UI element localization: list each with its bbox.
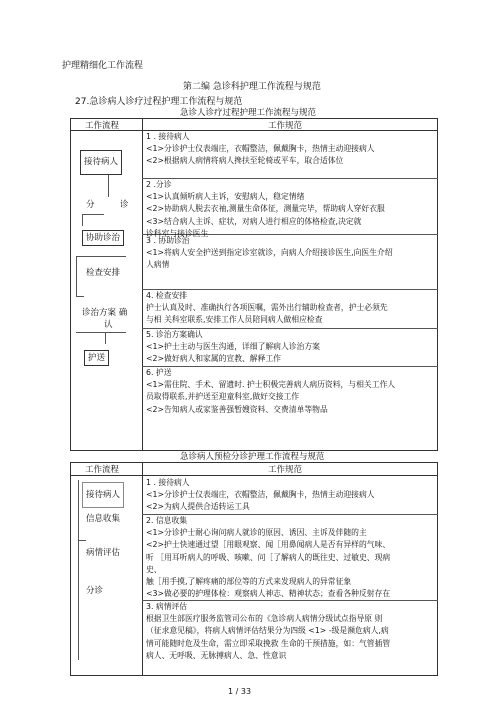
row-line: <2>根据病人病情将病人搀扶至轮椅或平车，取合适体位 — [146, 156, 344, 166]
row-line: 1 . 接待病人 — [146, 132, 190, 141]
flow-label-assess: 病情评估 — [86, 548, 121, 558]
row-line: 诊科室与接诊医生 — [146, 228, 209, 238]
flow-connector — [76, 256, 126, 257]
flow-box-reception-2: 接待病人 — [82, 482, 124, 508]
row-line: <2>护士快速通过望［用眼观察、闻［用鼻闻病人是否有异样的气味、 — [146, 540, 391, 550]
flow-connector — [82, 214, 104, 215]
row-line: 情可能随时危及生命，需立即采取挽救 生命的干预措施，如：气管插管 — [146, 638, 391, 648]
row-line: 人病情 — [146, 260, 170, 270]
row-line: <1>分诊护士仪表端庄，衣帽整洁，佩戴胸卡，热情主动迎接病人 — [146, 490, 375, 500]
flow-connector — [78, 540, 86, 541]
flow-connector — [76, 332, 126, 333]
table1-column-divider — [142, 118, 143, 451]
row-line: 根据卫生部医疗服务监管司公布的《急诊病人病情分级试点指导原 则 — [146, 614, 383, 624]
row-line: <2>为病人提供合适转运工具 — [146, 502, 250, 512]
flow-label-triage-b: 诊 — [120, 200, 129, 210]
flow-connector — [105, 332, 106, 344]
flow-label-plan-a: 诊治方案 确 — [82, 308, 128, 318]
row-line: 员取得联系,并护送至迎童科室,做好交接工作 — [146, 392, 300, 402]
table2-column-divider — [142, 462, 143, 676]
flow-connector — [108, 175, 109, 197]
row-line: 6. 护送 — [146, 368, 172, 377]
row-line: （征求意见稿》，将病人病情评估结果分为四级 <1> -级是濒危病人,病 — [146, 626, 389, 636]
row-line: <1>分诊护士耐心询问病人就诊的原因、诱因、主诉及伴随的主 — [146, 528, 367, 538]
table2-spec-header: 工作规范 — [268, 465, 303, 475]
row-line: 与相 关科室联系,安排工作人员陪同病人做相应检查 — [146, 315, 323, 325]
row-line: <2>协助病人脱去衣袖,测量生命体征，测量完毕，帮助病人穿好衣服 — [146, 204, 385, 214]
flow-label-info: 信息收集 — [86, 514, 121, 524]
table1-row-plan — [146, 329, 320, 366]
row-line: <3>结合病人主诉、症状，对病人进行相应的体格检查,决定就 — [146, 216, 362, 226]
row-line: 触［用手摸,了解疼痛的部位等的方式来发现病人的异常征象 — [146, 577, 352, 587]
table2-flow-header: 工作流程 — [85, 465, 120, 475]
row-line: <1>护士主动与医生沟通，详细了解病人诊治方案 — [146, 342, 320, 352]
row-line: 3 . 协助诊治 — [146, 236, 190, 245]
flow-box-reception: 接待病人 — [80, 150, 122, 175]
table2-row-info — [146, 515, 390, 600]
section-title: 27.急诊病人诊疗过程护理工作流程与规范 — [75, 97, 243, 107]
flow-label-triage: 分诊 — [86, 586, 104, 596]
table1-flow-header: 工作流程 — [85, 121, 120, 131]
flow-connector — [82, 214, 83, 226]
flow-connector — [78, 480, 79, 660]
flow-label-plan-b: 认 — [104, 320, 113, 330]
flow-connector — [76, 296, 84, 297]
flow-connector — [76, 256, 77, 296]
flow-label-triage-a: 分 — [86, 200, 95, 210]
table1-spec-header: 工作规范 — [268, 121, 303, 131]
row-line: 史、 — [146, 564, 162, 574]
row-line: <1>需住院、手术、留遗时. 护士积极完善病人病历资料，与相关工作人 — [146, 380, 396, 390]
table2-row-reception — [146, 477, 375, 514]
row-line: 2. 信息收集 — [146, 516, 188, 525]
row-line: <1>分诊护士仪表端庄，衣帽整洁，佩戴胸卡，热情主动迎接病人 — [146, 144, 375, 154]
row-line: <1>将病人安全护送到指定诊室就诊，向病人介绍接诊医生,向医生介绍 — [146, 248, 393, 258]
row-line: 2 .分诊 — [146, 180, 172, 189]
table1-row-escort — [146, 367, 395, 416]
row-line: 病人、无呼吸、无脉搏病人、急、性意识 — [146, 650, 287, 660]
flow-label-exam: 检查安排 — [86, 268, 121, 278]
row-line: <2>告知病人或家鉴善强暂嫂资料、交费清单等物品 — [146, 404, 328, 414]
table1-row-assist — [146, 235, 393, 272]
flow-box-assist: 协助诊治 — [82, 230, 124, 246]
flow-box-escort: 护送 — [84, 350, 109, 366]
row-line: <3>做必要的护理体检：观察病人神志、精神状态；查看各种反射存在 — [146, 589, 391, 599]
table2-header-rule — [70, 475, 438, 476]
page-number: 1 / 33 — [228, 687, 252, 696]
part-title: 第二编 急诊科护理工作流程与规范 — [183, 82, 321, 92]
table1-row-reception — [146, 131, 375, 168]
table1-row-triage — [146, 179, 385, 240]
document-title: 护理精细化工作流程 — [62, 61, 144, 71]
row-line: 4. 检查安排 — [146, 291, 188, 300]
table1-title: 急诊人诊疗过程护理工作流程与规范 — [180, 108, 317, 118]
row-line: 3. 病情评估 — [146, 602, 188, 611]
row-line: 听 ［用耳听病人的呼吸、咳嗽、问［了解病人的既往史、过敏史、现病 — [146, 552, 391, 562]
table2-title: 急诊病人预检分诊护理工作流程与规范 — [180, 452, 325, 462]
row-line: <2>做好病人和家属的宣教、解释工作 — [146, 354, 281, 364]
row-line: 1 . 接待病人 — [146, 478, 190, 487]
row-line: 5. 诊治方案确认 — [146, 330, 203, 339]
row-line: <1>认真倾听病人主诉，安慰病人，稳定情绪 — [146, 192, 305, 202]
row-line: 护士认真及时、准确执行各项医嘱，需外出行辅助检查者，护士必须先 — [146, 303, 388, 313]
table1-row-exam — [146, 290, 388, 327]
table2-row-assess — [146, 601, 390, 662]
